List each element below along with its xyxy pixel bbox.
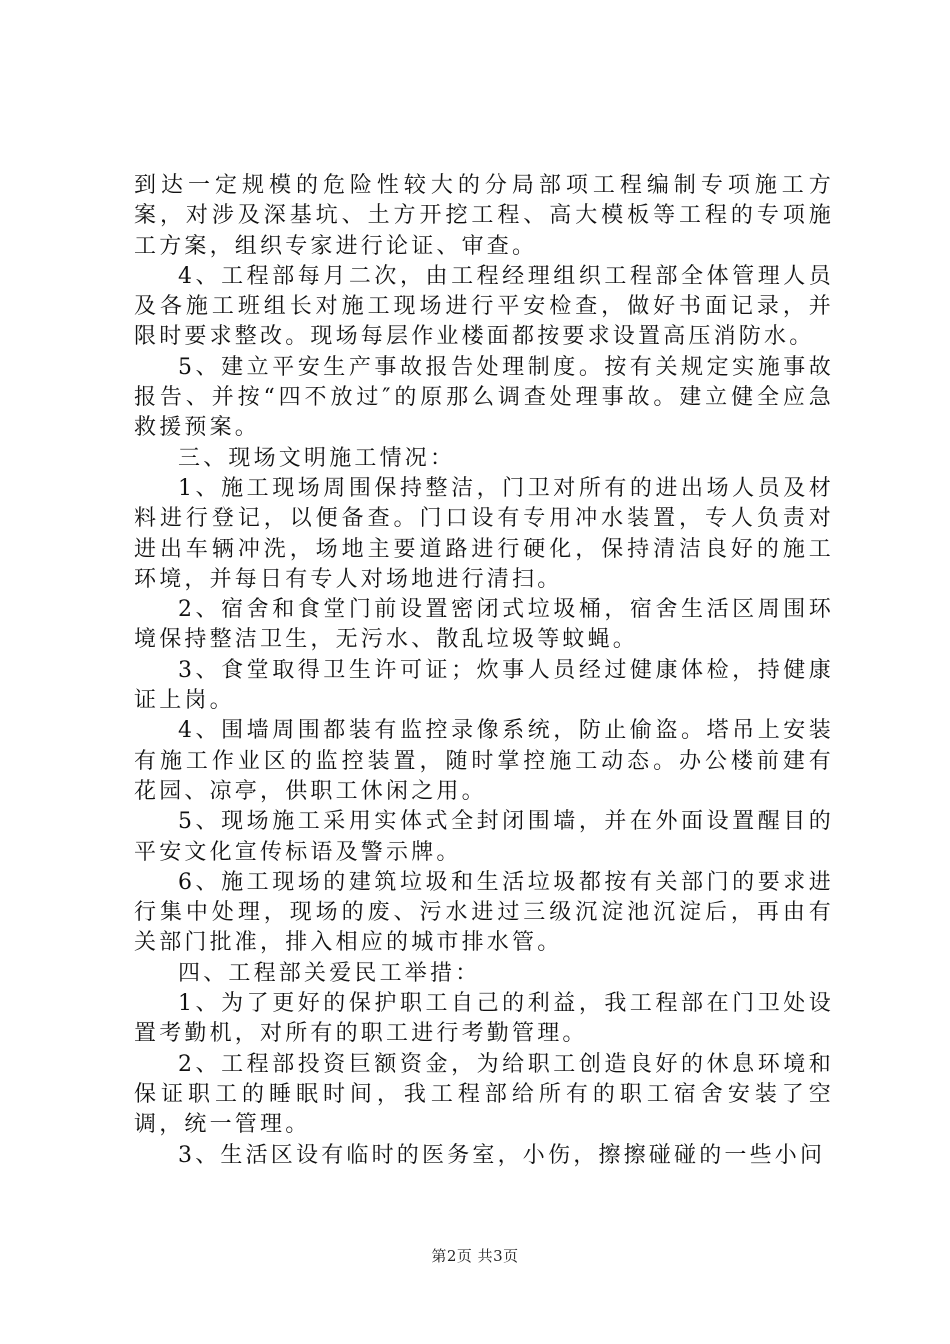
page-footer: 第2页 共3页 — [431, 1247, 519, 1265]
paragraph-civilized-1: 1、施工现场周围保持整洁，门卫对所有的进出场人员及材料进行登记，以便备查。门口设有专用冲水装置，专人负责对进出车辆冲洗，场地主要道路进行硬化，保持清洁良好的施工环境，并每日有专人对场地进行清扫。 — [134, 475, 834, 592]
paragraph-civilized-4: 4、围墙周围都装有监控录像系统，防止偷盗。塔吊上安装有施工作业区的监控装置，随时掌控施工动态。办公楼前建有花园、凉亭，供职工休闲之用。 — [134, 718, 834, 804]
paragraph-civilized-6: 6、施工现场的建筑垃圾和生活垃圾都按有关部门的要求进行集中处理，现场的废、污水进过三级沉淀池沉淀后，再由有关部门批准，排入相应的城市排水管。 — [134, 869, 834, 956]
paragraph-item-5-accident-report: 5、建立平安生产事故报告处理制度。按有关规定实施事故报告、并按“四不放过″的原那么调查处理事故。建立健全应急救援预案。 — [134, 354, 834, 441]
paragraph-care-2: 2、工程部投资巨额资金，为给职工创造良好的休息环境和保证职工的睡眠时间，我工程部给所有的职工宿舍安装了空调，统一管理。 — [134, 1051, 834, 1138]
paragraph-civilized-5: 5、现场施工采用实体式全封闭围墙，并在外面设置醒目的平安文化宣传标语及警示牌。 — [134, 809, 834, 865]
paragraph-item-4-inspection: 4、工程部每月二次，由工程经理组织工程部全体管理人员及各施工班组长对施工现场进行平安检查，做好书面记录，并限时要求整改。现场每层作业楼面都按要求设置高压消防水。 — [134, 263, 834, 350]
paragraph-care-3: 3、生活区设有临时的医务室，小伤，擦擦碰碰的一些小问 — [178, 1142, 826, 1168]
document-body — [134, 171, 834, 1171]
paragraph-care-1: 1、为了更好的保护职工自己的利益，我工程部在门卫处设置考勤机，对所有的职工进行考勤管理。 — [134, 991, 834, 1047]
paragraph-civilized-2: 2、宿舍和食堂门前设置密闭式垃圾桶，宿舍生活区周围环境保持整洁卫生，无污水、散乱垃圾等蚊蝇。 — [134, 597, 834, 653]
paragraph-continuation: 到达一定规模的危险性较大的分局部项工程编制专项施工方案，对涉及深基坑、土方开挖工程、高大模板等工程的专项施工方案，组织专家进行论证、审查。 — [134, 173, 834, 259]
section-heading-civilized-construction: 三、现场文明施工情况： — [178, 445, 456, 471]
section-heading-worker-care: 四、工程部关爱民工举措： — [178, 960, 481, 986]
paragraph-civilized-3: 3、食堂取得卫生许可证；炊事人员经过健康体检，持健康证上岗。 — [134, 657, 834, 714]
